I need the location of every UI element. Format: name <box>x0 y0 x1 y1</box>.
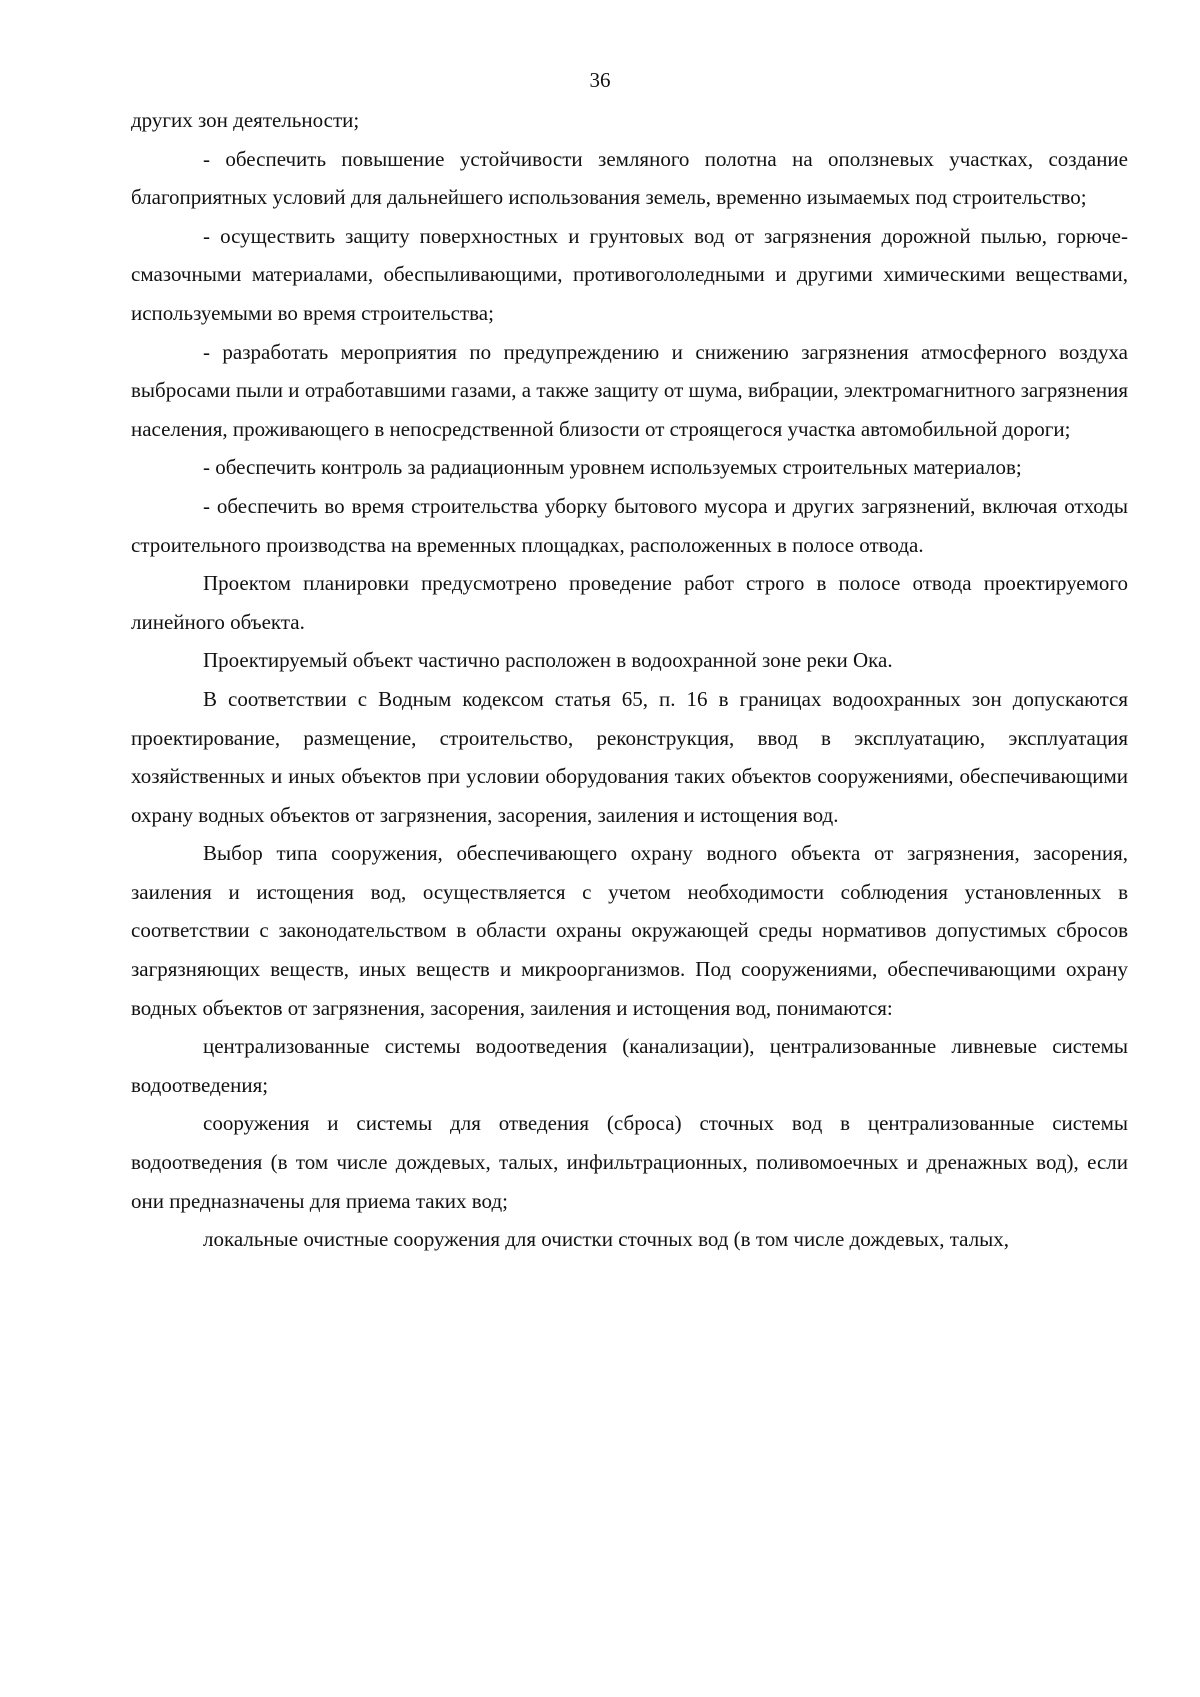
paragraph-radiation-control: - обеспечить контроль за радиационным уровнем используемых строительных материалов; <box>203 455 1022 480</box>
page-number: 36 <box>589 68 611 92</box>
paragraph-discharge-structures: сооружения и системы для отведения (сброса) сточных вод в централизованные системы водоотведения (в том числе дождевых, талых, инфильтрационных, поливомоечных и дренажных вод), если они предназначены для приема таких вод; <box>131 1111 1128 1213</box>
paragraph-drainage-systems: централизованные системы водоотведения (канализации), централизованные ливневые системы водоотведения; <box>131 1034 1128 1097</box>
paragraph-water-code: В соответствии с Водным кодексом статья 65, п. 16 в границах водоохранных зон допускаются проектирование, размещение, строительство, реконструкция, ввод в эксплуатацию, эксплуатация хозяйственных и иных объектов при условии оборудования таких объектов сооружениями, обеспечивающими охрану водных объектов от загрязнения, засорения, заиления и истощения вод. <box>131 686 1128 827</box>
paragraph-air-protection: - разработать мероприятия по предупреждению и снижению загрязнения атмосферного воздуха выбросами пыли и отработавшими газами, а также защиту от шума, вибрации, электромагнитного загрязнения населения, проживающего в непосредственной близости от строящегося участка автомобильной дороги; <box>131 339 1128 441</box>
body-text <box>131 101 1128 1259</box>
paragraph-water-zone: Проектируемый объект частично расположен в водоохранной зоне реки Ока. <box>203 648 893 673</box>
paragraph-structure-choice: Выбор типа сооружения, обеспечивающего охрану водного объекта от загрязнения, засорения, заиления и истощения вод, осуществляется с учетом необходимости соблюдения установленных в соответствии с законодательством в области охраны окружающей среды нормативов допустимых сбросов загрязняющих веществ, иных веществ и микроорганизмов. Под сооружениями, обеспечивающими охрану водных объектов от загрязнения, засорения, заиления и истощения вод, понимаются: <box>131 841 1128 1020</box>
paragraph-waste-cleanup: - обеспечить во время строительства уборку бытового мусора и других загрязнений, включая отходы строительного производства на временных площадках, расположенных в полосе отвода. <box>131 493 1128 557</box>
paragraph-local-treatment: локальные очистные сооружения для очистки сточных вод (в том числе дождевых, талых, <box>203 1227 1010 1252</box>
paragraph-continuation: других зон деятельности; <box>131 108 360 132</box>
paragraph-water-protection: - осуществить защиту поверхностных и грунтовых вод от загрязнения дорожной пылью, горюче-смазочными материалами, обеспыливающими, противогололедными и другими химическими веществами, используемыми во время строительства; <box>131 223 1128 325</box>
paragraph-planning-project: Проектом планировки предусмотрено проведение работ строго в полосе отвода проектируемого линейного объекта. <box>131 571 1128 634</box>
paragraph-roadbed-stability: - обеспечить повышение устойчивости земляного полотна на оползневых участках, создание благоприятных условий для дальнейшего использования земель, временно изымаемых под строительство; <box>131 146 1128 210</box>
